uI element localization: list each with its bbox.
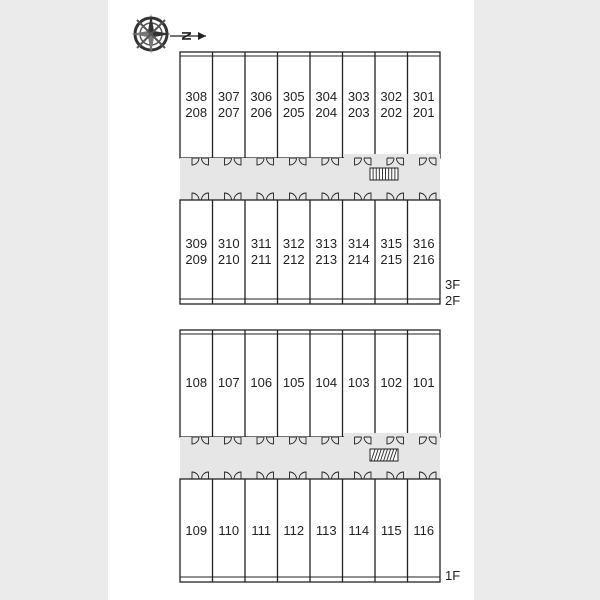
unit-number-upper: 301 <box>412 89 435 104</box>
unit-number-lower: 213 <box>315 252 338 267</box>
unit-number-lower: 211 <box>250 252 272 267</box>
unit-number: 112 <box>283 523 305 538</box>
unit-number-upper: 309 <box>185 236 208 251</box>
unit-row <box>180 52 440 158</box>
unit-number: 116 <box>413 523 435 538</box>
unit-cell <box>185 375 207 390</box>
unit-row <box>180 479 440 582</box>
unit-number-upper: 303 <box>347 89 370 104</box>
unit-number: 109 <box>185 523 208 538</box>
unit-number-lower: 216 <box>412 252 435 267</box>
unit-number: 114 <box>348 523 370 538</box>
unit-number-lower: 206 <box>250 105 273 120</box>
unit-cell <box>185 236 207 267</box>
unit-number-lower: 212 <box>282 252 305 267</box>
unit-number-lower: 201 <box>412 105 435 120</box>
unit-number-lower: 203 <box>347 105 370 120</box>
unit-number-lower: 205 <box>282 105 305 120</box>
unit-number-lower: 209 <box>185 252 208 267</box>
unit-number-upper: 305 <box>282 89 305 104</box>
unit-number-upper: 308 <box>185 89 208 104</box>
upper-floor-block <box>180 52 440 304</box>
unit-number-lower: 202 <box>380 105 403 120</box>
unit-number-upper: 306 <box>250 89 273 104</box>
unit-number: 107 <box>217 375 240 390</box>
staircase-icon <box>370 449 398 461</box>
unit-number: 113 <box>315 523 337 538</box>
unit-cell <box>185 89 207 120</box>
unit-number: 104 <box>315 375 338 390</box>
unit-number-upper: 314 <box>347 236 370 251</box>
floor-label-3f: 3F <box>445 277 461 292</box>
unit-number-upper: 316 <box>412 236 435 251</box>
unit-number: 115 <box>380 523 402 538</box>
unit-number-lower: 204 <box>315 105 338 120</box>
unit-number-lower: 210 <box>217 252 240 267</box>
corridor <box>180 154 440 204</box>
unit-cell <box>185 523 207 538</box>
corridor <box>180 433 440 483</box>
first-floor-block <box>180 330 440 582</box>
unit-row <box>180 330 440 437</box>
staircase-icon <box>370 168 398 180</box>
unit-number-lower: 207 <box>217 105 240 120</box>
unit-number-lower: 215 <box>380 252 403 267</box>
unit-number-upper: 311 <box>250 236 272 251</box>
unit-number: 106 <box>250 375 273 390</box>
floor-label-1f: 1F <box>445 568 461 583</box>
compass-north-label: N <box>179 31 194 41</box>
floor-label-2f: 2F <box>445 293 461 308</box>
unit-number: 105 <box>282 375 305 390</box>
unit-number: 101 <box>412 375 435 390</box>
unit-number: 108 <box>185 375 208 390</box>
unit-number: 111 <box>251 523 272 538</box>
unit-number-upper: 307 <box>217 89 240 104</box>
unit-number-upper: 313 <box>315 236 338 251</box>
unit-number: 102 <box>380 375 403 390</box>
unit-number-lower: 214 <box>347 252 370 267</box>
unit-number-upper: 315 <box>380 236 403 251</box>
unit-number-upper: 302 <box>380 89 403 104</box>
unit-number: 110 <box>218 523 240 538</box>
unit-number-upper: 312 <box>282 236 305 251</box>
unit-row <box>180 200 440 304</box>
unit-number-upper: 304 <box>315 89 338 104</box>
unit-number-lower: 208 <box>185 105 208 120</box>
unit-number: 103 <box>347 375 370 390</box>
unit-number-upper: 310 <box>217 236 240 251</box>
